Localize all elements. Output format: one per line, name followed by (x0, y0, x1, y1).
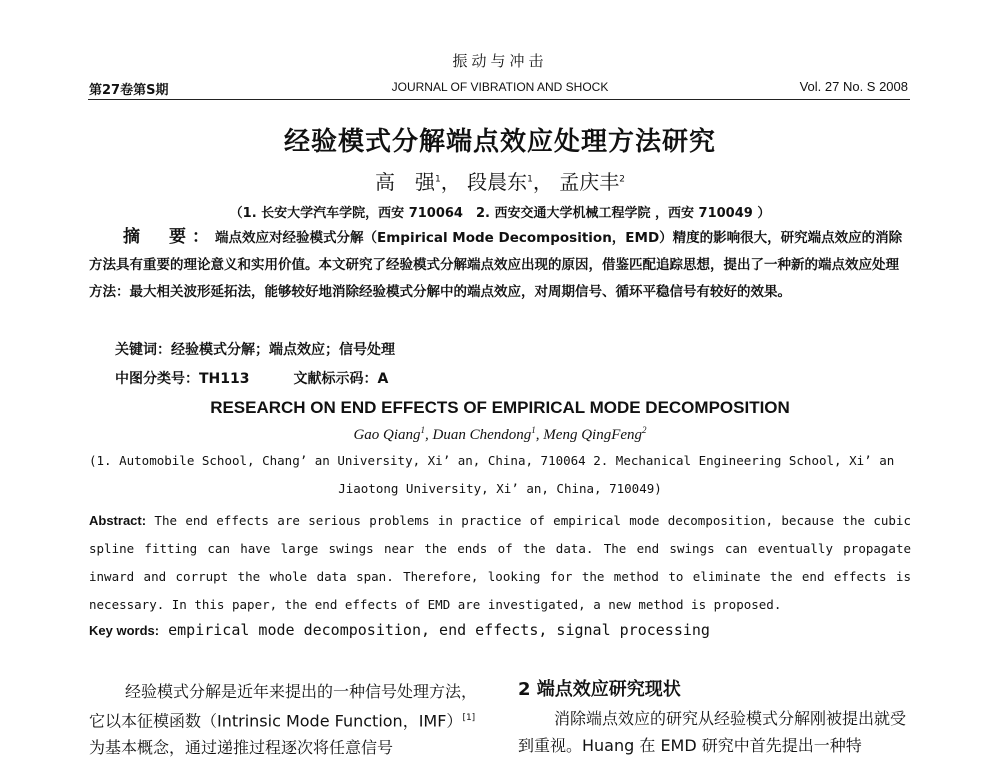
author-name: 段晨东 (467, 170, 528, 194)
clc-value: TH113 (199, 371, 250, 387)
authors-cn (0, 166, 1000, 195)
citation-ref: [1] (462, 713, 476, 723)
classification-line (115, 368, 388, 388)
section-heading: 2 端点效应研究现状 (518, 679, 681, 700)
header-divider (88, 99, 910, 100)
keywords-en-text: empirical mode decomposition, end effects, signal processing (159, 621, 710, 639)
journal-name-en: JOURNAL OF VIBRATION AND SHOCK (391, 80, 609, 94)
volume-issue-en: Vol. 27 No. S 2008 (799, 79, 908, 94)
author-affil-mark: 1 (420, 425, 426, 435)
author-separator: , (535, 427, 544, 443)
abstract-cn (89, 224, 911, 306)
author-name: 孟庆丰 (559, 170, 620, 194)
doc-code-value: A (377, 371, 389, 387)
body-text: 为基本概念，通过递推过程逐次将任意信号 (89, 738, 394, 758)
author-name: 高 强 (375, 170, 436, 194)
abstract-en (89, 507, 911, 619)
keywords-en-label: Key words: (89, 623, 160, 638)
affiliation-cn: （1. 长安大学汽车学院，西安 710064 2. 西安交通大学机械工程学院 ，西安 710049 ） (229, 206, 771, 221)
journal-name-cn: 振动与冲击 (452, 52, 548, 70)
doc-code-label: 文献标示码： (293, 371, 378, 387)
author-name-en: Duan Chendong (432, 427, 532, 443)
author-affil-mark: 2 (619, 174, 625, 185)
author-separator: ， (440, 170, 461, 194)
keywords-cn-text: 经验模式分解；端点效应；信号处理 (171, 342, 395, 358)
abstract-en-label: Abstract: (89, 513, 147, 528)
affiliation-en-line1: (1. Automobile School, Chang’ an University, Xi’ an, China, 710064 2. Mechanical Engineering School, Xi’ an (89, 453, 895, 468)
body-column-right (518, 676, 914, 759)
author-affil-mark: 1 (527, 174, 533, 185)
keywords-cn (115, 339, 395, 359)
author-affil-mark: 2 (642, 425, 647, 435)
author-separator: ， (532, 170, 553, 194)
abstract-en-text: The end effects are serious problems in practice of empirical mode decomposition, because the cubic spline fitting can have large swings near the ends of the data. The end swings can eventually propagate inward and corrupt the whole data span. Therefore, looking for the method to eliminate the end effects is necessary. In this paper, the end effects of EMD are investigated, a new method is proposed. (89, 513, 911, 612)
paper-title-en: RESEARCH ON END EFFECTS OF EMPIRICAL MODE DECOMPOSITION (210, 398, 790, 417)
body-paragraph: 消除端点效应的研究从经验模式分解刚被提出就受到重视。Huang 在 EMD 研究中首先提出一种特 (518, 709, 907, 755)
affiliation-en-line2: Jiaotong University, Xi’ an, China, 710049) (338, 481, 662, 496)
abstract-cn-text: 端点效应对经验模式分解（Empirical Mode Decomposition，EMD）精度的影响很大，研究端点效应的消除方法具有重要的理论意义和实用价值。本文研究了经验模式分解端点效应出现的原因，借鉴匹配追踪思想，提出了一种新的端点效应处理方法：最大相关波形延拓法，能够较好地消除经验模式分解中的端点效应，对周期信号、循环平稳信号有较好的效果。 (89, 230, 903, 300)
authors-en (0, 425, 1000, 444)
body-text: 经验模式分解是近年来提出的一种信号处理方法，它以本征模函数（Intrinsic Mode Function，IMF） (89, 682, 478, 731)
keywords-en (89, 621, 710, 639)
body-paragraph (89, 678, 489, 761)
author-separator: , (425, 427, 433, 443)
body-column-left (89, 678, 489, 761)
volume-issue-cn: 第27卷第S期 (89, 83, 169, 98)
clc-label: 中图分类号： (115, 371, 199, 387)
author-name-en: Meng QingFeng (543, 427, 643, 443)
paper-title-cn: 经验模式分解端点效应处理方法研究 (283, 127, 716, 157)
author-affil-mark: 1 (435, 174, 441, 185)
keywords-cn-label: 关键词： (115, 342, 171, 358)
author-name-en: Gao Qiang (353, 427, 421, 443)
abstract-cn-label: 摘 要： (123, 227, 215, 247)
author-affil-mark: 1 (531, 425, 536, 435)
